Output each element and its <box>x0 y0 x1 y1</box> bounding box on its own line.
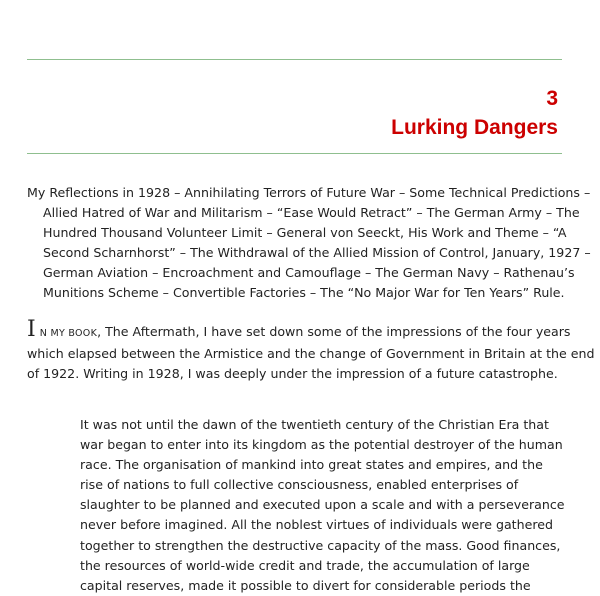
synopsis-line: My Reflections in 1928 – Annihilating Terrors of Future War – Some Technical Predictions – <box>27 185 591 200</box>
top-divider <box>27 59 562 60</box>
synopsis-line: Munitions Scheme – Convertible Factories – The “No Major War for Ten Years” Rule. <box>43 285 565 300</box>
chapter-title: Lurking Dangers <box>391 116 558 139</box>
quote-line: together to strengthen the destructive capacity of the mass. Good finances, <box>80 537 561 553</box>
synopsis-line: Second Scharnhorst” – The Withdrawal of the Allied Mission of Control, January, 1927 – <box>43 245 591 260</box>
quote-line: race. The organisation of mankind into great states and empires, and the <box>80 457 543 473</box>
block-quote <box>80 415 565 596</box>
quote-line: slaughter to be planned and executed upon a scale and with a perseverance <box>80 497 565 513</box>
synopsis-line: Allied Hatred of War and Militarism – “Ease Would Retract” – The German Army – The <box>43 205 580 220</box>
heading-divider <box>27 153 562 154</box>
quote-line: capital reserves, made it possible to divert for considerable periods the <box>80 577 531 593</box>
quote-line: the resources of world-wide credit and trade, the accumulation of large <box>80 557 530 573</box>
synopsis-line: German Aviation – Encroachment and Camouflage – The German Navy – Rathenau’s <box>43 265 575 280</box>
paragraph-line: of 1922. Writing in 1928, I was deeply under the impression of a future catastrophe. <box>27 366 558 381</box>
quote-line: It was not until the dawn of the twentieth century of the Christian Era that <box>80 417 549 432</box>
drop-cap: I <box>27 317 36 342</box>
chapter-number: 3 <box>546 87 558 110</box>
synopsis-line: Hundred Thousand Volunteer Limit – General von Seeckt, His Work and Theme – “A <box>43 225 567 240</box>
small-caps-lead: N MY BOOK <box>39 328 98 339</box>
paragraph-line <box>27 317 571 344</box>
paragraph-text: , The Aftermath, I have set down some of the impressions of the four years <box>97 324 571 339</box>
quote-line: never before imagined. All the noblest virtues of individuals were gathered <box>80 517 553 533</box>
opening-paragraph <box>27 317 595 384</box>
quote-line: war began to enter into its kingdom as the potential destroyer of the human <box>80 437 563 453</box>
chapter-synopsis <box>27 183 591 303</box>
paragraph-line: which elapsed between the Armistice and the change of Government in Britain at the end <box>27 346 595 361</box>
quote-line: rise of nations to full collective consciousness, enabled enterprises of <box>80 477 519 493</box>
